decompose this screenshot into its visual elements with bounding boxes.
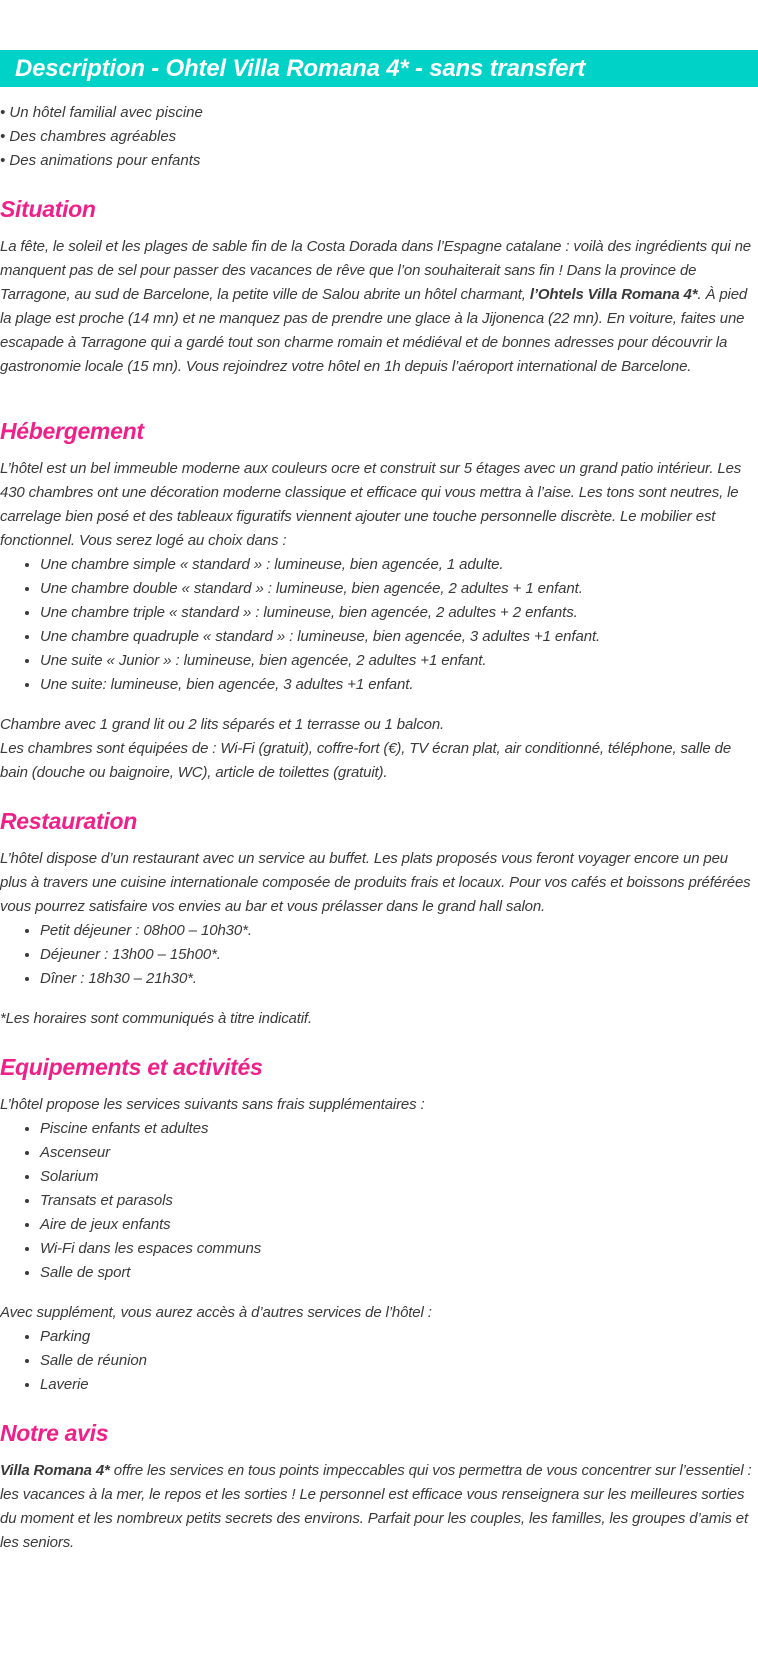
avis-text: offre les services en tous points impeccables qui vos permettra de vous concentrer sur l’essentiel : les vacances à la mer, le repos et les sorties ! Le personnel est efficace vous renseignera sur les meilleures sorties du moment et les nombreux petits secrets des environs. Parfait pour les couples, les familles, les groupes d’amis et les seniors.: [0, 1462, 752, 1551]
list-item: • Une chambre triple « standard » : lumineuse, bien agencée, 2 adultes + 2 enfants.: [40, 601, 758, 625]
meals-list: [0, 919, 758, 991]
section-heading-avis: Notre avis: [0, 1420, 109, 1446]
equipements-intro-paid: Avec supplément, vous aurez accès à d’autres services de l’hôtel :: [0, 1304, 432, 1321]
section-heading-equipements: Equipements et activités: [0, 1054, 263, 1080]
list-item: • Aire de jeux enfants: [40, 1213, 758, 1237]
list-item: • Transats et parasols: [40, 1189, 758, 1213]
highlights-list: [0, 101, 758, 173]
list-item: • Une suite « Junior » : lumineuse, bien agencée, 2 adultes +1 enfant.: [40, 649, 758, 673]
description-banner: [0, 50, 758, 87]
hebergement-intro: L’hôtel est un bel immeuble moderne aux couleurs ocre et construit sur 5 étages avec un grand patio intérieur. Les 430 chambres ont une décoration moderne classique et efficace qui vous mettra à l’aise. Les tons sont neutres, le carrelage bien posé et des tableaux figuratifs viennent ajouter une touche personnelle discrète. Le mobilier est fonctionnel. Vous serez logé au choix dans :: [0, 460, 742, 549]
hebergement-equipment: Les chambres sont équipées de : Wi-Fi (gratuit), coffre-fort (€), TV écran plat, air conditionné, téléphone, salle de bain (douche ou baignoire, WC), article de toilettes (gratuit).: [0, 740, 732, 781]
highlight-item: • Des animations pour enfants: [0, 152, 201, 169]
restauration-note: *Les horaires sont communiqués à titre indicatif.: [0, 1010, 312, 1027]
list-item: • Solarium: [40, 1165, 758, 1189]
list-item: • Une chambre simple « standard » : lumineuse, bien agencée, 1 adulte.: [40, 553, 758, 577]
list-item: • Piscine enfants et adultes: [40, 1117, 758, 1141]
avis-paragraph: [0, 1459, 758, 1555]
hotel-name-bold: l’Ohtels Villa Romana 4*: [529, 286, 698, 303]
free-services-list: [0, 1117, 758, 1285]
list-item: • Parking: [40, 1325, 758, 1349]
paid-services-list: [0, 1325, 758, 1397]
list-item: • Ascenseur: [40, 1141, 758, 1165]
situation-text-end: . À pied la plage est proche (14 mn) et ne manquez pas de prendre une glace à la Jijonenca (22 mn). En voiture, faites une escapade à Tarragone qui a gardé tout son charme romain et médiéval et de bonnes adresses pour découvrir la gastronomie locale (15 mn). Vous rejoindrez votre hôtel en 1h depuis l’aéroport international de Barcelone.: [0, 286, 748, 375]
list-item: • Petit déjeuner : 08h00 – 10h30*.: [40, 919, 758, 943]
hebergement-beds: Chambre avec 1 grand lit ou 2 lits séparés et 1 terrasse ou 1 balcon.: [0, 716, 445, 733]
highlight-item: • Un hôtel familial avec piscine: [0, 104, 203, 121]
list-item: • Wi-Fi dans les espaces communs: [40, 1237, 758, 1261]
page-title: Description - Ohtel Villa Romana 4* - sans transfert: [15, 54, 586, 82]
situation-text-start: La fête, le soleil et les plages de sable fin de la Costa Dorada dans l’Espagne catalane : voilà des ingrédients qui ne manquent pas de sel pour passer des vacances de rêve que l’on souhaiterait sans fin ! Dans la province de Tarragone, au sud de Barcelone, la petite ville de Salou abrite un hôtel charmant,: [0, 238, 751, 303]
section-heading-restauration: Restauration: [0, 808, 137, 834]
section-heading-situation: Situation: [0, 196, 96, 222]
section-heading-hebergement: Hébergement: [0, 418, 144, 444]
avis-hotel-name: Villa Romana 4*: [0, 1462, 110, 1479]
list-item: • Une chambre double « standard » : lumineuse, bien agencée, 2 adultes + 1 enfant.: [40, 577, 758, 601]
list-item: • Salle de réunion: [40, 1349, 758, 1373]
list-item: • Une chambre quadruple « standard » : lumineuse, bien agencée, 3 adultes +1 enfant.: [40, 625, 758, 649]
situation-paragraph: [0, 235, 758, 379]
rooms-list: [0, 553, 758, 697]
equipements-intro-free: L’hôtel propose les services suivants sans frais supplémentaires :: [0, 1096, 425, 1113]
list-item: • Dîner : 18h30 – 21h30*.: [40, 967, 758, 991]
list-item: • Laverie: [40, 1373, 758, 1397]
list-item: • Salle de sport: [40, 1261, 758, 1285]
description-content: [0, 101, 758, 1555]
list-item: • Une suite: lumineuse, bien agencée, 3 adultes +1 enfant.: [40, 673, 758, 697]
highlight-item: • Des chambres agréables: [0, 128, 177, 145]
restauration-intro: L’hôtel dispose d’un restaurant avec un service au buffet. Les plats proposés vous feront voyager encore un peu plus à travers une cuisine internationale composée de produits frais et locaux. Pour vos cafés et boissons préférées vous pourrez satisfaire vos envies au bar et vous prélasser dans le grand hall salon.: [0, 850, 751, 915]
list-item: • Déjeuner : 13h00 – 15h00*.: [40, 943, 758, 967]
